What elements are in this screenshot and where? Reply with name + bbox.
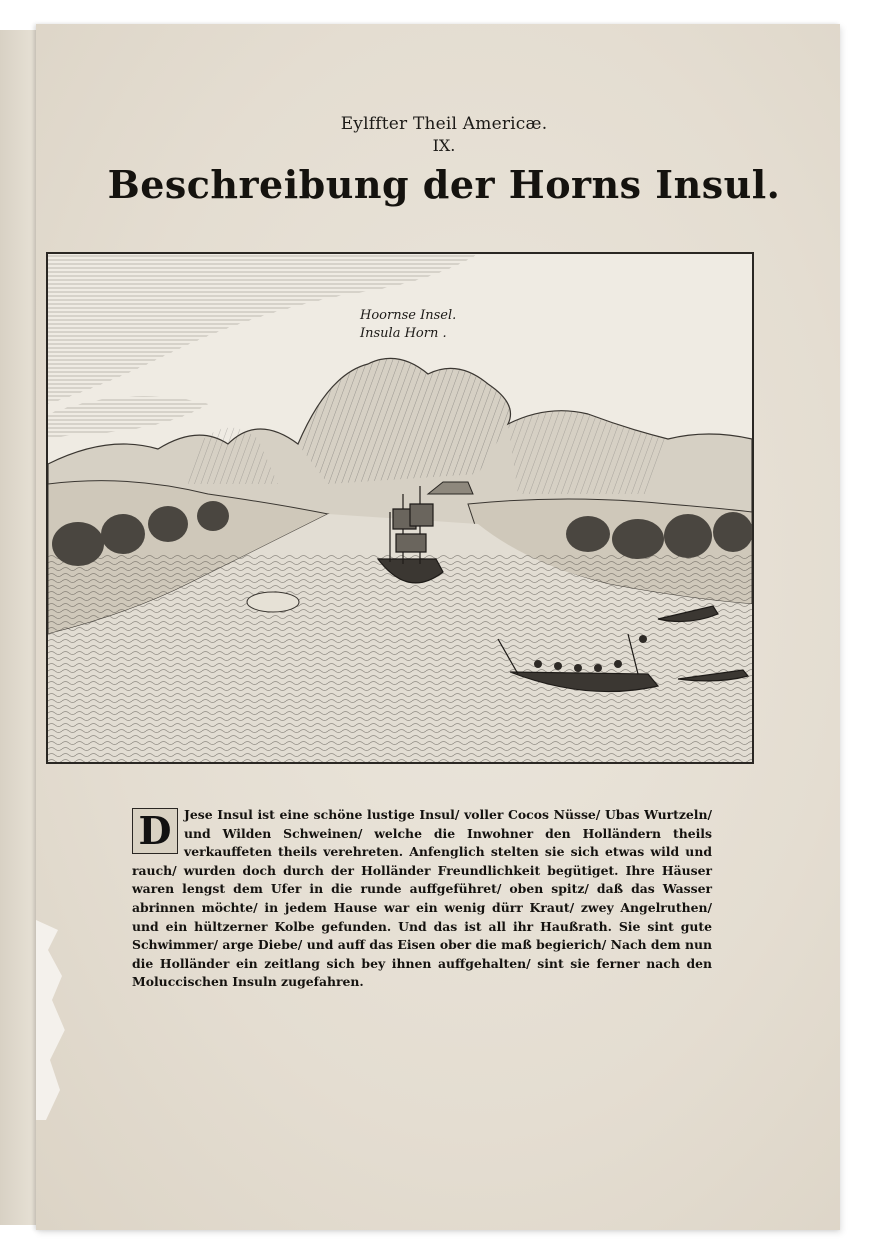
chapter-number: IX. bbox=[432, 136, 456, 155]
decorated-initial: D bbox=[132, 808, 178, 854]
body-text: Jese Insul ist eine schöne lustige Insul/ voller Cocos Nüsse/ Ubas Wurtzeln/ und Wilden Schweinen/ welche die Inwohner den Holländern theils verkauffeten theils verehreten. Anfenglich stelten sie sich etwas wild und rauch/ wurden doch durch der Holländer Freundlichkeit begütiget. Ihre Häuser waren lengst dem Ufer in die runde auffgeführet/ oben spitz/ daß das Wasser abrinnen möchte/ in jedem Hause war ein wenig dürr Kraut/ zwey Angelruthen/ und ein hültzerner Kolbe gefunden. Und das ist all ihr Haußrath. Sie sint gute Schwimmer/ arge Diebe/ und auff das Eisen ober die maß begierich/ Nach dem nun die Holländer ein zeitlang sich bey ihnen auffgehalten/ sint sie ferner nach den Moluccischen Insuln zugefahren. bbox=[132, 807, 712, 990]
page-title: Beschreibung der Horns Insul. bbox=[107, 162, 781, 207]
plate-legend-line2: Insula Horn . bbox=[360, 326, 447, 341]
running-head: Eylffter Theil Americæ. bbox=[340, 114, 548, 134]
body-paragraph bbox=[132, 806, 712, 992]
plate-legend bbox=[360, 307, 456, 343]
plate-legend-line1: Hoornse Insel. bbox=[360, 308, 457, 323]
